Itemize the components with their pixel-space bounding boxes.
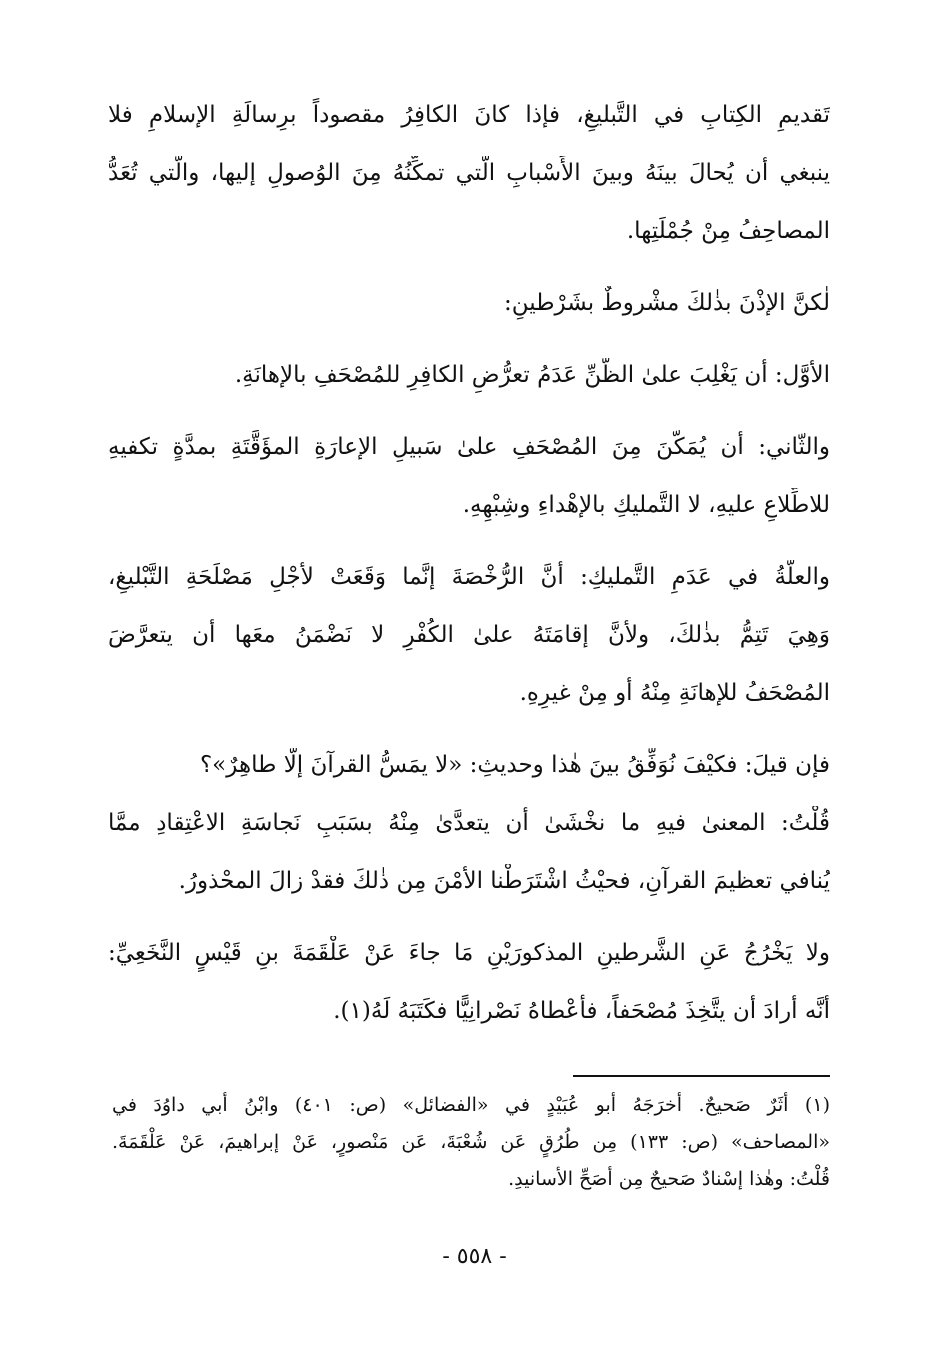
text-line: قُلْتُ: المعنىٰ فيهِ ما نخْشَىٰ أن يتعدَّىٰ مِنْهُ بسَبَبِ نَجاسَةِ الاعْتِقادِ ممَّا [108, 810, 830, 836]
footnote-divider [573, 1075, 830, 1077]
text-line: فإن قيلَ: فكيْفَ نُوَفِّقُ بينَ هٰذا وحديثِ: «لا يمَسُّ القرآنَ إلَّا طاهِرٌ»؟ [199, 752, 830, 778]
paragraph-gap [108, 546, 830, 560]
text-line: للاطِّلاعِ عليهِ، لا التَّمليكِ بالإهْداءِ وشِبْهِهِ. [462, 492, 830, 518]
text-line: والعلَّةُ في عَدَمِ التَّمليكِ: أنَّ الرُّخْصَةَ إنَّما وَقَعَتْ لأجْلِ مَصْلَحَةِ التَّبْليغِ، [108, 564, 830, 590]
paragraph-gap [108, 344, 830, 358]
paragraph-gap [108, 734, 830, 748]
text-line: تَقديمِ الكِتابِ في التَّبليغِ، فإذا كانَ الكافِرُ مقصوداً برِسالَةِ الإسلامِ فلا [108, 102, 830, 128]
text-line: ولا يَخْرُجُ عَنِ الشَّرطينِ المذكورَيْنِ مَا جاءَ عَنْ عَلْقَمَةَ بنِ قَيْسٍ النَّخَعِيِّ: [108, 940, 830, 966]
page-number: - ٥٥٨ - [442, 1244, 507, 1269]
text-line: يُنافي تعظيمَ القرآنِ، فحيْثُ اشْتَرَطْنا الأمْنَ مِن ذٰلكَ فقدْ زالَ المحْذورُ. [178, 868, 830, 894]
main-text [108, 98, 830, 1052]
text-line: الأوَّل: أن يَغْلِبَ علىٰ الظَّنِّ عَدَمُ تعرُّضِ الكافِرِ للمُصْحَفِ بالإهانَةِ. [234, 362, 830, 388]
text-line: أنَّه أرادَ أن يتَّخِذَ مُصْحَفاً، فأعْطاهُ نَصْرانِيًّا فكَتَبَهُ لَهُ(١). [333, 998, 830, 1024]
text-line: ينبغي أن يُحالَ بينَهُ وبينَ الأَسْبابِ الَّتي تمكِّنُهُ مِنَ الوُصولِ إليها، والَّتي تُعَدُّ [108, 160, 830, 186]
footnotes [112, 1090, 830, 1201]
paragraph-gap [108, 272, 830, 286]
paragraph-gap [108, 922, 830, 936]
footnote-line: «المصاحف» (ص: ١٣٣) مِن طُرُقٍ عَن شُعْبَةَ، عَن مَنْصورٍ، عَنْ إبراهيمَ، عَنْ عَلْقَمَةَ. [112, 1131, 830, 1153]
footnote-line: قُلْتُ: وهٰذا إسْنادٌ صَحيحٌ مِن أصَحِّ الأسانيدِ. [508, 1168, 830, 1190]
text-line: وَهِيَ تَتِمُّ بذٰلكَ، ولأنَّ إقامَتَهُ علىٰ الكُفْرِ لا نَضْمَنُ معَها أن يتعرَّضَ [108, 622, 830, 648]
text-line: المصاحِفُ مِنْ جُمْلَتِها. [626, 218, 830, 244]
paragraph-gap [108, 416, 830, 430]
text-line: والثّاني: أن يُمَكَّنَ مِنَ المُصْحَفِ علىٰ سَبيلِ الإعارَةِ المؤَقَّتَةِ بمدَّةٍ تكفيهِ [108, 434, 830, 460]
footnote-line: (١) أثَرٌ صَحيحٌ. أخرَجَهُ أبو عُبَيْدٍ في «الفضائل» (ص: ٤٠١) وابْنُ أبي داوُدَ في [112, 1094, 830, 1116]
text-line: المُصْحَفُ للإهانَةِ مِنْهُ أو مِنْ غيرِهِ. [519, 680, 830, 706]
text-line: لٰكنَّ الإذْنَ بذٰلكَ مشْروطٌ بشَرْطينِ: [504, 290, 830, 316]
